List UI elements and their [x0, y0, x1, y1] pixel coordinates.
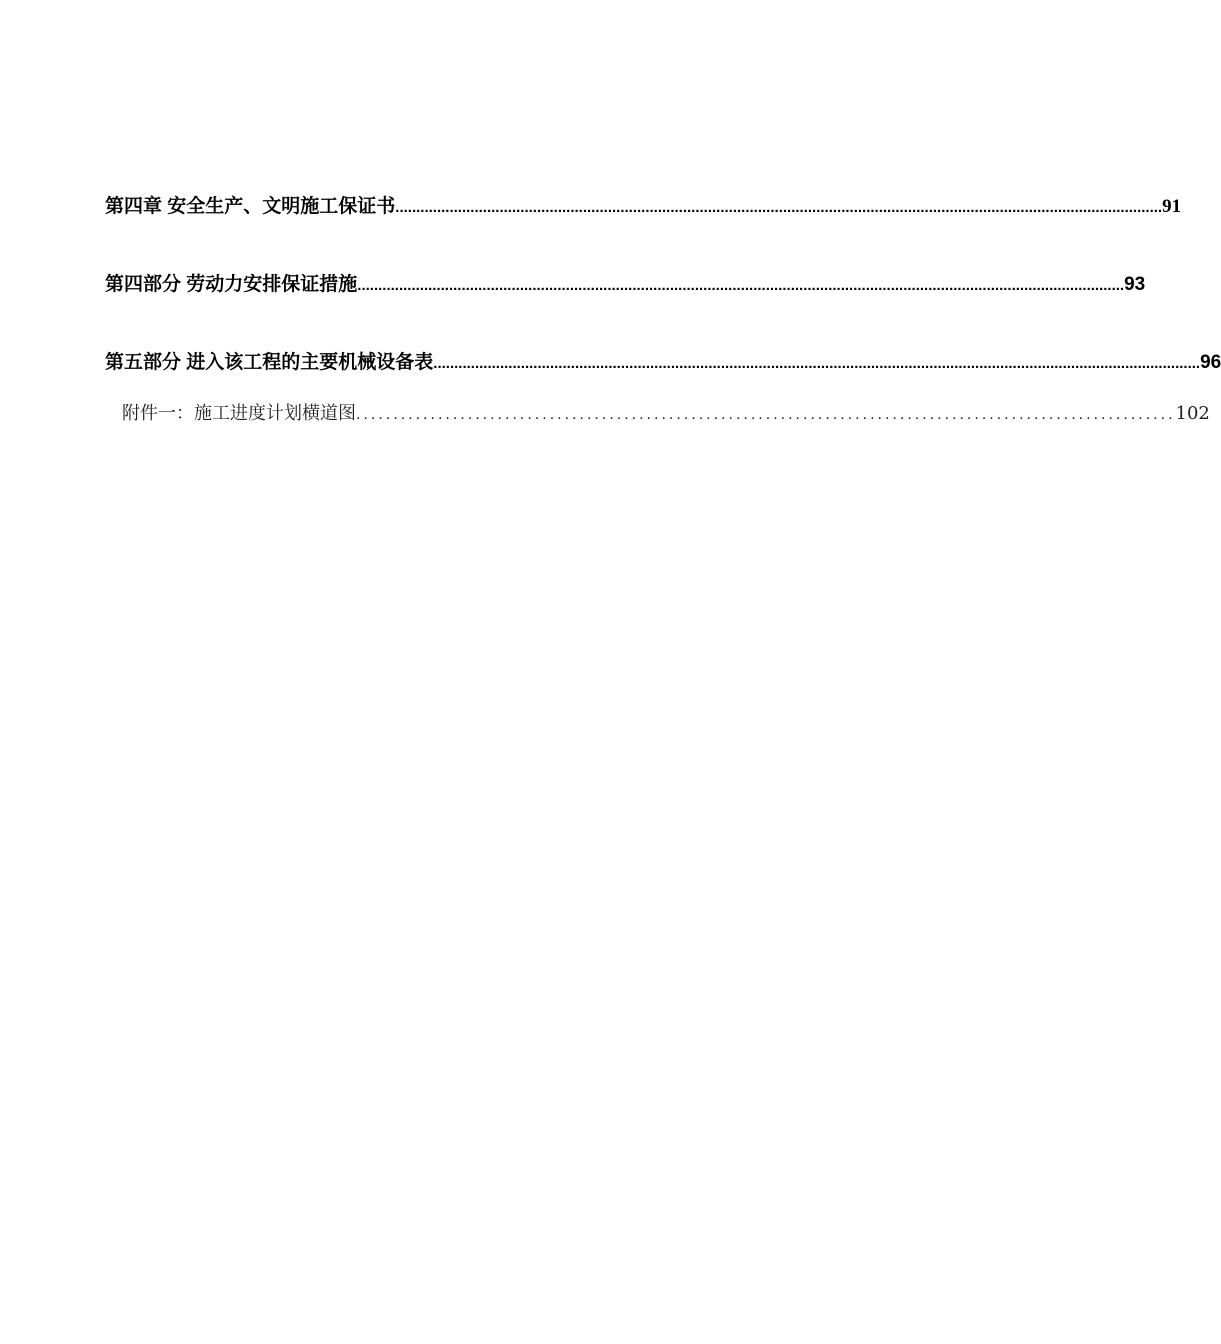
- dot-leader: ........................................................................................................................................................................................: [357, 277, 1125, 294]
- toc-entry[interactable]: [105, 273, 1146, 298]
- toc-entry[interactable]: [122, 402, 1210, 427]
- dot-leader: ........................................................................................................................................................................................: [433, 355, 1201, 372]
- toc-entry-page-number: 96: [1200, 352, 1221, 373]
- toc-entry-page-number: 93: [1124, 274, 1146, 295]
- toc-entry[interactable]: [105, 195, 1182, 220]
- toc-entry-title: 第四部分 劳动力安排保证措施: [105, 274, 358, 295]
- toc-entry-title: 第五部分 进入该工程的主要机械设备表: [105, 352, 434, 373]
- dot-leader: ........................................................................................................................................................................................: [395, 199, 1163, 216]
- toc-entry-page-number: 91: [1162, 196, 1182, 217]
- toc-entry[interactable]: [105, 351, 1221, 376]
- toc-entry-page-number: 102: [1175, 403, 1210, 424]
- toc-entry-title: 第四章 安全生产、文明施工保证书: [105, 196, 396, 217]
- dot-leader: ..............................................................................................................: [356, 407, 1176, 423]
- toc-entry-title: 附件一：施工进度计划横道图: [122, 403, 356, 424]
